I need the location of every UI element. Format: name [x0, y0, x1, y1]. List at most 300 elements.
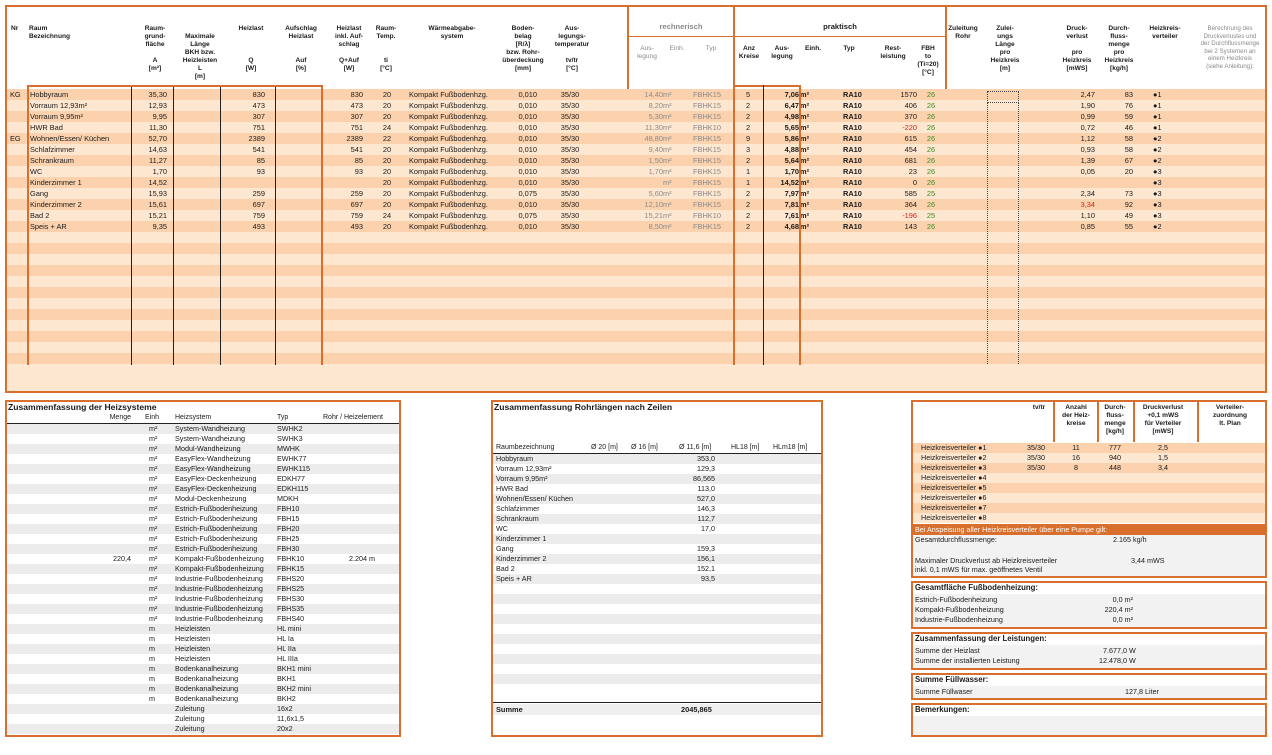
cell-p-einh: m² — [800, 222, 810, 231]
typ: FBH25 — [277, 534, 300, 543]
cell-r-typ: FBHK15 — [693, 145, 721, 154]
cell-p-einh: m² — [800, 200, 810, 209]
cell-r-einh: m² — [663, 200, 672, 209]
cell-dv: 0,85 — [1080, 222, 1095, 231]
cell-rest: 364 — [904, 200, 917, 209]
cell-df: 92 — [1124, 200, 1133, 209]
cell-vt: ●2 — [1153, 145, 1162, 154]
rohr-row — [493, 534, 821, 544]
cell-p-einh: m² — [800, 211, 810, 220]
df: 448 — [1109, 463, 1121, 472]
col-heizlast-inkl-header: Heizlast inkl. Auf- schlag Q+Auf [W] — [335, 25, 363, 72]
cell-anz: 9 — [745, 134, 751, 143]
max-druck-label2: inkl. 0,1 mWS für max. geöffnetes Ventil — [915, 565, 1043, 574]
cell-p-ausl: 5,86 — [784, 134, 799, 143]
cell-vt: ●1 — [1153, 101, 1162, 110]
system: Kompakt-Fußbodenheizung — [175, 554, 264, 563]
cell-vt: ●3 — [1153, 200, 1162, 209]
cell-p-typ: RA10 — [843, 189, 862, 198]
cell-df: 67 — [1124, 156, 1133, 165]
cell-rest: 585 — [904, 189, 917, 198]
cell-sys: Kompakt Fußbodenhzg. — [409, 189, 488, 198]
name: Heizkreisverteiler ●1 — [921, 443, 987, 452]
cell-a[interactable]: 14,52 — [148, 178, 167, 187]
rohr-row — [493, 454, 821, 464]
verteiler-rows — [913, 443, 1265, 525]
cell-a[interactable]: 11,30 — [149, 123, 167, 132]
raum: Schrankraum — [496, 514, 539, 523]
system: Zuleitung — [175, 724, 205, 733]
col-menge: Menge — [109, 414, 131, 421]
cell-df: 59 — [1124, 112, 1133, 121]
cell-r-typ: FBHK15 — [693, 90, 721, 99]
cell-a[interactable]: 12,93 — [148, 101, 167, 110]
cell-rest: -220 — [902, 123, 917, 132]
cell-tvtr: 35/30 — [560, 112, 580, 121]
heizsystem-row — [7, 704, 399, 714]
zuleitungslaenge-header: Zulei- ungs Länge pro Heizkreis [m] — [990, 25, 1020, 72]
cell-anz: 2 — [745, 101, 751, 110]
typ: FBHK15 — [277, 564, 305, 573]
heizsystem-row — [7, 624, 399, 634]
cell-df: 55 — [1124, 222, 1133, 231]
einh: m² — [149, 464, 158, 473]
cell-tvtr: 35/30 — [560, 123, 580, 132]
system: Heizleisten — [175, 634, 211, 643]
cell-q[interactable]: 2389 — [248, 134, 265, 143]
cell-tvtr: 35/30 — [560, 178, 580, 187]
cell-name[interactable]: HWR Bad — [30, 123, 63, 132]
system: Estrich-Fußbodenheizung — [175, 544, 258, 553]
value: 0,0 m² — [1112, 615, 1133, 624]
cell-p-einh: m² — [800, 90, 810, 99]
room-calculation-table — [5, 5, 1267, 393]
typ: 16x2 — [277, 704, 293, 713]
einh: m² — [149, 504, 158, 513]
typ: BKH2 mini — [277, 684, 311, 693]
cell-belag: 0,010 — [518, 145, 537, 154]
rohr: 2.204 m — [349, 554, 375, 563]
cell-q[interactable]: 85 — [256, 156, 265, 165]
d116-value: 159,3 — [697, 544, 715, 553]
max-laenge-text: Maximale Länge BKH bzw. Heizleisten L [m] — [182, 33, 218, 80]
cell-a[interactable]: 15,61 — [148, 200, 167, 209]
col-d116: Ø 11,6 [m] — [679, 444, 712, 451]
einh: m² — [149, 494, 158, 503]
cell-p-einh: m² — [800, 112, 810, 121]
cell-p-ausl: 5,64 — [784, 156, 799, 165]
cell-name[interactable]: WC — [30, 167, 43, 176]
cell-q[interactable]: 307 — [252, 112, 265, 121]
heizsystem-row — [7, 694, 399, 704]
system: Industrie-Fußbodenheizung — [175, 604, 263, 613]
cell-anz: 2 — [745, 222, 751, 231]
system: System-Wandheizung — [175, 434, 246, 443]
cell-a[interactable]: 15,93 — [148, 189, 167, 198]
anleitung-note: Berechnung des Druckverlustes und der Durchflussmenge bei 2 Systemen an einem Heizkreis (siehe Anleitung): — [1200, 25, 1260, 70]
df: 777 — [1109, 443, 1121, 452]
d116-value: 93,5 — [701, 574, 715, 583]
cell-a[interactable]: 9,35 — [152, 222, 167, 231]
cell-q[interactable]: 493 — [252, 222, 265, 231]
col-grundflaeche-header: Raum- grund- fläche A [m²] — [144, 25, 166, 72]
d116-value: 353,0 — [697, 454, 715, 463]
table-footer-band — [7, 365, 1267, 393]
cell-name[interactable]: Speis + AR — [30, 222, 67, 231]
cell-name[interactable]: Hobbyraum — [30, 90, 69, 99]
rohr-row — [493, 594, 821, 604]
col-einh: Einh — [145, 414, 160, 421]
cell-sys: Kompakt Fußbodenhzg. — [409, 134, 488, 143]
cell-p-typ: RA10 — [843, 200, 862, 209]
cell-fbh: 26 — [926, 101, 936, 110]
cell-vt: ●3 — [1153, 178, 1162, 187]
heizsystem-row — [7, 534, 399, 544]
d116-value: 156,1 — [697, 554, 715, 563]
typ: EDKH77 — [277, 474, 305, 483]
cell-anz: 2 — [745, 112, 751, 121]
durchfluss-header: Durch- fluss- menge pro Heizkreis [kg/h] — [1104, 25, 1134, 72]
cell-sys: Kompakt Fußbodenhzg. — [409, 101, 488, 110]
cell-r-einh: m² — [663, 167, 672, 176]
bemerkungen-title: Bemerkungen: — [915, 705, 970, 714]
einh: m² — [149, 534, 158, 543]
cell-belag: 0,075 — [518, 211, 537, 220]
cell-p-typ: RA10 — [843, 112, 862, 121]
summe-label: Summe — [496, 705, 523, 714]
cell-p-typ: RA10 — [843, 156, 862, 165]
cell-sys: Kompakt Fußbodenhzg. — [409, 178, 488, 187]
fuellwasser-panel — [911, 673, 1267, 700]
cell-r-ausl: 14,40 — [644, 90, 663, 99]
verteiler-row — [913, 443, 1265, 453]
cell-belag: 0,075 — [518, 189, 537, 198]
zuleitung-input[interactable] — [987, 91, 1019, 103]
system: Industrie-Fußbodenheizung — [175, 584, 263, 593]
heizsystem-row — [7, 564, 399, 574]
cell-anz: 1 — [745, 178, 751, 187]
col-zuordnung: Verteiler- zuordnung lt. Plan — [1212, 404, 1248, 427]
bemerkungen-panel — [911, 703, 1267, 737]
einh: m — [149, 664, 155, 673]
col-border — [763, 85, 764, 367]
cell-r-einh: m² — [663, 90, 672, 99]
col-system: Heizsystem — [175, 414, 212, 421]
einh: m — [149, 634, 155, 643]
anz: 8 — [1074, 463, 1078, 472]
einh: m² — [149, 614, 158, 623]
col-divider — [1197, 402, 1199, 442]
cell-p-ausl: 7,97 — [784, 189, 799, 198]
cell-vt: ●2 — [1153, 156, 1162, 165]
cell-belag: 0,010 — [518, 112, 537, 121]
cell-df: 76 — [1124, 101, 1133, 110]
raum: Vorraum 9,95m² — [496, 474, 548, 483]
cell-sys: Kompakt Fußbodenhzg. — [409, 222, 488, 231]
typ: MDKH — [277, 494, 299, 503]
system: Zuleitung — [175, 714, 205, 723]
druckverlust-header: Druck- verlust pro Heizkreis [mWS] — [1062, 25, 1092, 72]
table-header — [7, 7, 1267, 91]
dv: 3,4 — [1158, 463, 1168, 472]
flaeche-title: Gesamtfläche Fußbodenheizung: — [915, 583, 1039, 592]
system: Estrich-Fußbodenheizung — [175, 524, 258, 533]
heizsystem-row — [7, 574, 399, 584]
rohr-row — [493, 624, 821, 634]
cell-fbh: 26 — [926, 145, 936, 154]
d116-value: 146,3 — [697, 504, 715, 513]
name: Heizkreisverteiler ●2 — [921, 453, 987, 462]
r-typ-header: Typ — [705, 45, 717, 52]
cell-name[interactable]: Schrankraum — [30, 156, 74, 165]
leistungen-title: Zusammenfassung der Leistungen: — [915, 634, 1047, 643]
heizsystem-row — [7, 464, 399, 474]
cell-anz: 1 — [745, 167, 751, 176]
cell-q[interactable]: 759 — [252, 211, 265, 220]
cell-rest: 0 — [912, 178, 917, 187]
cell-ti: 20 — [382, 156, 392, 165]
cell-fbh: 26 — [926, 112, 936, 121]
rohr-row — [493, 664, 821, 674]
col-raum-header: Raum Bezeichnung — [29, 25, 71, 40]
name: Heizkreisverteiler ●4 — [921, 473, 987, 482]
cell-fbh: 26 — [926, 222, 936, 231]
cell-p-typ: RA10 — [843, 90, 862, 99]
cell-fbh: 26 — [926, 167, 936, 176]
einh: m² — [149, 434, 158, 443]
cell-name[interactable]: Vorraum 12,93m² — [30, 101, 88, 110]
system: Bodenkanalheizung — [175, 674, 239, 683]
cell-a[interactable]: 15,21 — [148, 211, 167, 220]
cell-rest: 681 — [904, 156, 917, 165]
einh: m² — [149, 604, 158, 613]
cell-qa: 541 — [350, 145, 363, 154]
cell-r-typ: FBHK15 — [693, 178, 721, 187]
label: Kompakt-Fußbodenheizung — [915, 605, 1004, 614]
praktisch-header: praktisch — [823, 22, 857, 31]
cell-sys: Kompakt Fußbodenhzg. — [409, 200, 488, 209]
p-einh-header: Einh. — [804, 45, 822, 52]
cell-qa: 473 — [350, 101, 363, 110]
cell-p-typ: RA10 — [843, 134, 862, 143]
cell-name[interactable]: Schlafzimmer — [30, 145, 75, 154]
fbh-header: FBH to (Ti=20) [°C] — [917, 45, 939, 76]
cell-p-ausl: 4,88 — [784, 145, 799, 154]
cell-belag: 0,010 — [518, 90, 537, 99]
bemerkungen-input[interactable] — [913, 716, 1265, 735]
cell-fbh: 26 — [926, 134, 936, 143]
cell-ti: 22 — [382, 134, 392, 143]
system: System-Wandheizung — [175, 424, 246, 433]
zuleitung-dotted-line — [987, 102, 988, 364]
cell-rest: 1570 — [900, 90, 917, 99]
cell-p-ausl: 4,68 — [784, 222, 799, 231]
value: 220,4 m² — [1104, 605, 1133, 614]
cell-p-einh: m² — [800, 167, 810, 176]
heizsystem-row — [7, 524, 399, 534]
cell-ti: 24 — [382, 123, 392, 132]
cell-dv: 0,05 — [1080, 167, 1095, 176]
cell-name[interactable]: Vorraum 9,95m² — [30, 112, 83, 121]
dv: 2,5 — [1158, 443, 1168, 452]
cell-name[interactable]: Kinderzimmer 1 — [30, 178, 82, 187]
col-hl18: HL18 [m] — [731, 444, 760, 451]
heizsystem-row — [7, 434, 399, 444]
tvtr: 35/30 — [1027, 443, 1045, 452]
cell-r-ausl: 11,30 — [645, 123, 663, 132]
cell-p-typ: RA10 — [843, 211, 862, 220]
cell-r-ausl: 5,30 — [648, 112, 663, 121]
cell-qa: 93 — [354, 167, 363, 176]
cell-tvtr: 35/30 — [560, 156, 580, 165]
cell-q[interactable]: 541 — [252, 145, 265, 154]
rohr-row — [493, 564, 821, 574]
cell-r-typ: FBHK15 — [693, 189, 721, 198]
cell-belag: 0,010 — [518, 134, 537, 143]
cell-ti: 20 — [382, 178, 392, 187]
system: Modul-Deckenheizung — [175, 494, 247, 503]
fuellwasser-label: Summe Füllwaser — [915, 687, 973, 696]
cell-r-typ: FBHK15 — [693, 112, 721, 121]
rohr-row — [493, 644, 821, 654]
typ: FBHS25 — [277, 584, 305, 593]
col-divider — [1097, 402, 1099, 442]
system: EasyFlex-Wandheizung — [175, 454, 251, 463]
cell-r-typ: FBHK15 — [693, 222, 721, 231]
cell-r-einh: m² — [663, 145, 672, 154]
cell-sys: Kompakt Fußbodenhzg. — [409, 145, 488, 154]
cell-sys: Kompakt Fußbodenhzg. — [409, 112, 488, 121]
col-waermeabgabe-header: Wärmeabgabe- system — [428, 25, 476, 40]
cell-ti: 20 — [382, 167, 392, 176]
cell-r-ausl: 1,50 — [648, 156, 663, 165]
installiert-label: Summe der installierten Leistung — [915, 656, 1020, 665]
cell-r-einh: m² — [663, 112, 672, 121]
cell-a[interactable]: 1,70 — [152, 167, 167, 176]
anz: 16 — [1072, 453, 1080, 462]
einh: m² — [149, 594, 158, 603]
section-divider — [733, 7, 735, 91]
cell-r-einh: m² — [663, 189, 672, 198]
typ: HL IIa — [277, 644, 296, 653]
cell-a[interactable]: 35,30 — [148, 90, 167, 99]
cell-a[interactable]: 14,63 — [148, 145, 167, 154]
heizsysteme-panel — [5, 400, 401, 737]
system: Bodenkanalheizung — [175, 694, 239, 703]
heizsystem-row — [7, 544, 399, 554]
einh: m — [149, 654, 155, 663]
cell-fbh: 26 — [926, 123, 936, 132]
cell-fbh: 25 — [926, 189, 936, 198]
cell-name[interactable]: Bad 2 — [30, 211, 50, 220]
rohr-row — [493, 574, 821, 584]
cell-q[interactable]: 473 — [252, 101, 265, 110]
fuellwasser-title: Summe Füllwasser: — [915, 675, 989, 684]
heizsystem-row — [7, 514, 399, 524]
cell-dv: 1,12 — [1080, 134, 1095, 143]
heizsystem-row — [7, 604, 399, 614]
label: Industrie-Fußbodenheizung — [915, 615, 1003, 624]
cell-r-ausl: 48,80 — [644, 134, 663, 143]
cell-q[interactable]: 751 — [252, 123, 265, 132]
typ: BKH1 mini — [277, 664, 311, 673]
cell-ti: 20 — [382, 200, 392, 209]
cell-r-ausl: 12,10 — [644, 200, 663, 209]
cell-dv: 2,47 — [1080, 90, 1095, 99]
verteiler-row — [913, 453, 1265, 463]
cell-q[interactable]: 697 — [252, 200, 265, 209]
cell-df: 46 — [1124, 123, 1133, 132]
cell-anz: 2 — [745, 123, 751, 132]
einh: m — [149, 684, 155, 693]
system: Industrie-Fußbodenheizung — [175, 594, 263, 603]
installiert-value: 12.478,0 W — [1099, 656, 1136, 665]
cell-q[interactable]: 93 — [256, 167, 265, 176]
leistungen-rows — [913, 645, 1265, 668]
cell-r-typ: FBHK15 — [693, 156, 721, 165]
heizsystem-row — [7, 584, 399, 594]
cell-sys: Kompakt Fußbodenhzg. — [409, 211, 488, 220]
cell-a[interactable]: 52,70 — [148, 134, 167, 143]
anz: 11 — [1072, 443, 1080, 452]
cell-name[interactable]: Gang — [30, 189, 49, 198]
rechnerisch-header: rechnerisch — [659, 22, 703, 31]
cell-vt: ●1 — [1153, 90, 1162, 99]
cell-tvtr: 35/30 — [560, 101, 580, 110]
cell-qa: 493 — [350, 222, 363, 231]
einh: m² — [149, 544, 158, 553]
rohr-row — [493, 684, 821, 694]
cell-belag: 0,010 — [518, 222, 537, 231]
cell-df: 58 — [1124, 145, 1133, 154]
cell-name[interactable]: Kinderzimmer 2 — [30, 200, 82, 209]
rohrlaengen-title: Zusammenfassung Rohrlängen nach Zeilen — [494, 402, 673, 412]
raum: Vorraum 12,93m² — [496, 464, 552, 473]
cell-p-ausl: 4,98 — [784, 112, 799, 121]
cell-r-ausl: 5,60 — [648, 189, 663, 198]
cell-p-einh: m² — [800, 134, 810, 143]
cell-a[interactable]: 11,27 — [149, 156, 167, 165]
d116-value: 17,0 — [701, 524, 715, 533]
cell-p-typ: RA10 — [843, 222, 862, 231]
cell-name[interactable]: Wohnen/Essen/ Küchen — [30, 134, 110, 143]
p-anz-header: Anz Kreise — [738, 45, 760, 60]
cell-q[interactable]: 259 — [252, 189, 265, 198]
p-auslegung-header: Aus- legung — [771, 45, 793, 60]
cell-df: 49 — [1124, 211, 1133, 220]
typ: FBH15 — [277, 514, 300, 523]
pumpe-summary — [913, 535, 1265, 576]
cell-q[interactable]: 830 — [252, 90, 265, 99]
cell-a[interactable]: 9,95 — [152, 112, 167, 121]
d116-value: 527,0 — [697, 494, 715, 503]
system: EasyFlex-Wandheizung — [175, 464, 251, 473]
rohrlaengen-panel — [491, 400, 823, 737]
cell-tvtr: 35/30 — [560, 222, 580, 231]
verteiler-header: Heizkreis- verteiler — [1149, 25, 1181, 40]
col-aufschlag-header: Aufschlag Heizlast Auf [%] — [285, 25, 317, 72]
heizsystem-row — [7, 634, 399, 644]
col-typ: Typ — [277, 414, 289, 421]
cell-df: 83 — [1124, 90, 1133, 99]
heizsystem-row — [7, 664, 399, 674]
cell-rest: 370 — [904, 112, 917, 121]
cell-qa: 259 — [350, 189, 363, 198]
system: Estrich-Fußbodenheizung — [175, 504, 258, 513]
flaeche-panel — [911, 581, 1267, 629]
rohr-row — [493, 514, 821, 524]
cell-ti: 20 — [382, 145, 392, 154]
